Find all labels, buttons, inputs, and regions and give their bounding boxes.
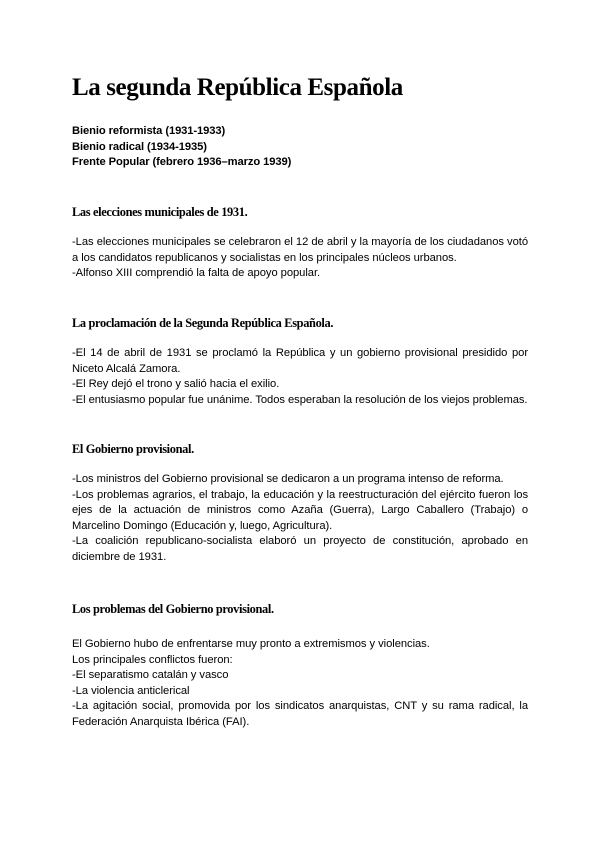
paragraph: -La violencia anticlerical (72, 684, 190, 697)
period-item: Bienio reformista (1931-1933) (72, 125, 226, 137)
section-heading-problemas: Los problemas del Gobierno provisional. (72, 602, 274, 616)
paragraph: -El 14 de abril de 1931 se proclamó la República y un gobierno provisional presidido por Niceto Alcalá Zamora. (72, 347, 528, 375)
paragraph: -Los problemas agrarios, el trabajo, la educación y la reestructuración del ejército fueron los ejes de la actuación de ministros como Azaña (Guerra), Largo Caballero (Trabajo) o Marcelino Domingo (Educación y, luego, Agricultura). (72, 488, 528, 532)
period-item: Frente Popular (febrero 1936–marzo 1939) (72, 156, 292, 168)
periods-list (72, 124, 291, 171)
period-item: Bienio radical (1934-1935) (72, 140, 207, 153)
section-body-proclamacion (72, 346, 528, 408)
paragraph: -Las elecciones municipales se celebraron el 12 de abril y la mayoría de los ciudadanos votó a los candidatos republicanos y socialistas en los principales núcleos urbanos. (72, 236, 528, 264)
section-body-gobierno-provisional (72, 472, 528, 565)
paragraph: -La agitación social, promovida por los sindicatos anarquistas, CNT y su rama radical, la Federación Anarquista Ibérica (FAI). (72, 700, 528, 728)
paragraph: El Gobierno hubo de enfrentarse muy pronto a extremismos y violencias. (72, 638, 430, 650)
section-body-elecciones (72, 235, 528, 282)
section-heading-proclamacion: La proclamación de la Segunda República Española. (72, 316, 334, 330)
paragraph: -El Rey dejó el trono y salió hacia el exilio. (72, 378, 280, 390)
paragraph: -Los ministros del Gobierno provisional se dedicaron a un programa intenso de reforma. (72, 473, 504, 485)
section-heading-gobierno-provisional: El Gobierno provisional. (72, 442, 194, 456)
section-body-problemas (72, 637, 528, 730)
section-heading-elecciones: Las elecciones municipales de 1931. (72, 205, 248, 219)
paragraph: -El separatismo catalán y vasco (72, 669, 229, 681)
paragraph: -El entusiasmo popular fue unánime. Todos esperaban la resolución de los viejos problemas. (72, 393, 528, 406)
paragraph: -Alfonso XIII comprendió la falta de apoyo popular. (72, 267, 321, 279)
page-title: La segunda República Española (72, 74, 403, 101)
paragraph: Los principales conflictos fueron: (72, 653, 233, 666)
paragraph: -La coalición republicano-socialista elaboró un proyecto de constitución, aprobado en diciembre de 1931. (72, 535, 528, 563)
